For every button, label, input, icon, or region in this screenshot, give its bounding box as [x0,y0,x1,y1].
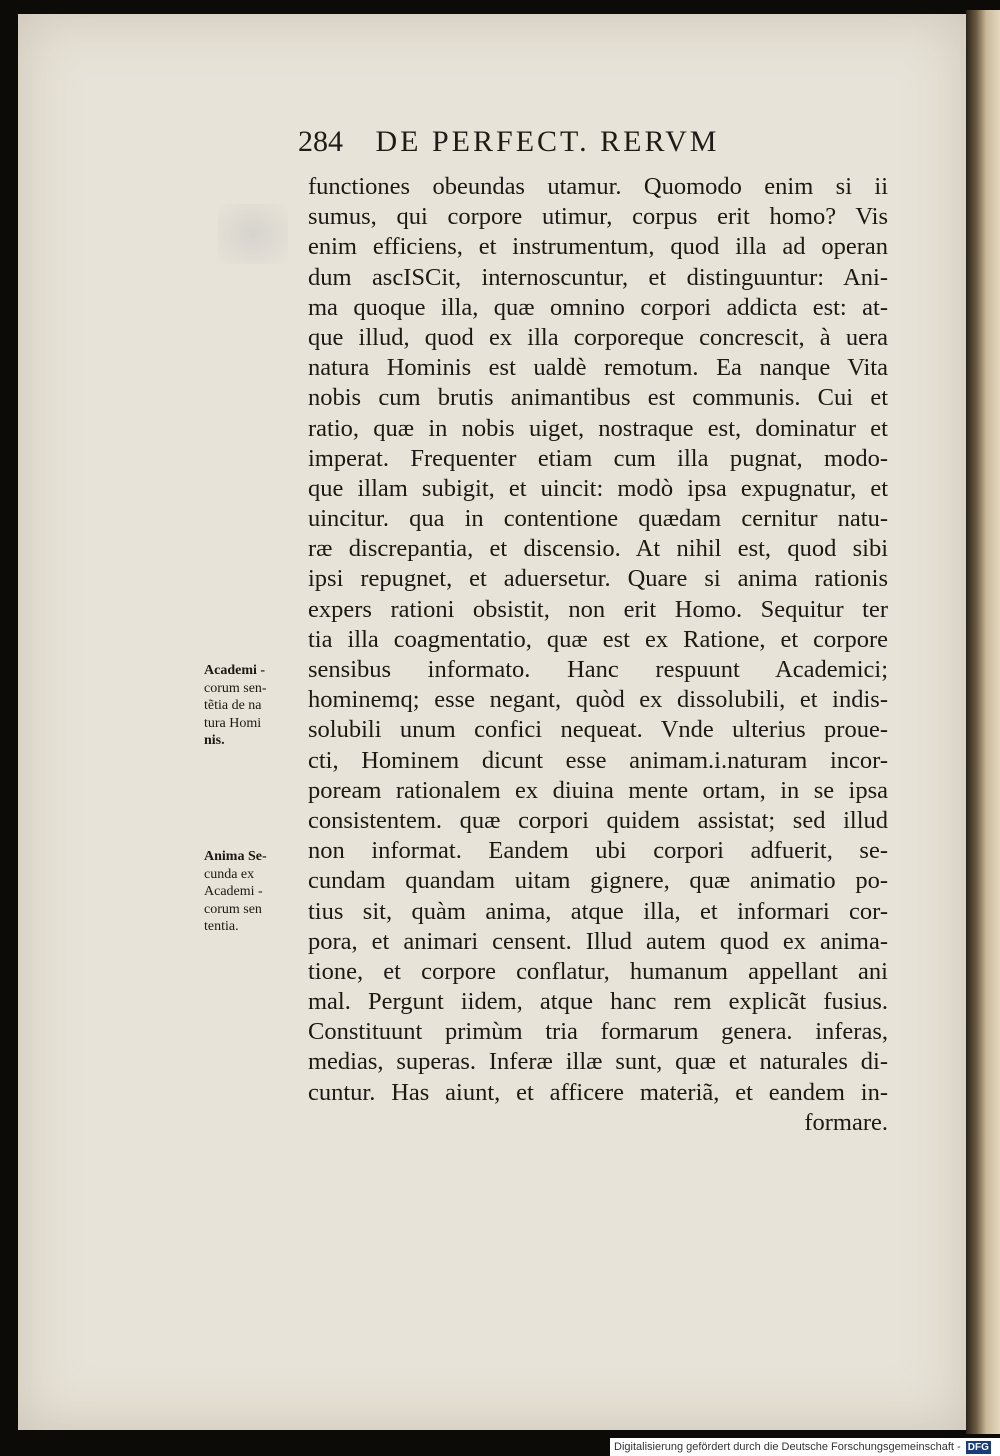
text-line: enim efficiens, et instrumentum, quod illa ad operan [308,233,888,261]
text-line: cti, Hominem dicunt esse animam.i.naturam incor- [308,746,888,774]
text-line: mal. Pergunt iidem, atque hanc rem explicãt fusius. [308,988,888,1016]
margin-note-line: Academi - [204,663,266,678]
text-line: imperat. Frequenter etiam cum illa pugnat, modo- [308,444,888,472]
text-line: tione, et corpore conflatur, humanum appellant ani [308,957,888,985]
text-line: expers rationi obsistit, non erit Homo. Sequitur ter [308,595,888,623]
margin-note-anima-secunda [204,848,304,936]
text-line: poream rationalem ex diuina mente ortam, in se ipsa [308,776,888,804]
text-line: non informat. Eandem ubi corpori adfuerit, se- [308,837,888,865]
text-line: pora, et animari censent. Illud autem quod ex anima- [308,927,888,955]
text-line: ma quoque illa, quæ omnino corpori addicta est: at- [308,293,888,321]
text-line: nobis cum brutis animantibus est communis. Cui et [308,384,888,412]
dfg-logo: DFG [967,1441,989,1453]
running-title: DE PERFECT. RERVM [375,125,720,158]
text-line: consistentem. quæ corpori quidem assistat; sed illud [308,806,888,834]
text-line: Constituunt primùm tria formarum genera. inferas, [308,1018,888,1046]
margin-note-line: cunda ex [204,866,255,882]
show-through-stain [218,204,288,264]
page-edge [966,10,1000,1434]
margin-note-line: tentia. [204,919,239,934]
margin-note-line: corum sen- [204,680,267,696]
text-line: functiones obeundas utamur. Quomodo enim si ii [308,173,888,200]
margin-note-line: tẽtia de na [204,698,262,713]
digitization-credit [610,1438,1000,1456]
credit-text: Digitalisierung gefördert durch die Deutsche Forschungsgemeinschaft - [614,1441,961,1453]
page-number: 284 [298,125,343,158]
text-line: dum ascISCit, internoscuntur, et distinguuntur: Ani- [308,263,888,291]
margin-note-line: Anima Se- [204,849,267,864]
text-line: cuntur. Has aiunt, et afficere materiã, et eandem in- [308,1078,888,1106]
margin-note-line: tura Homi [204,715,262,731]
text-line: uincitur. qua in contentione quædam cernitur natu- [308,505,888,533]
text-line: solubili unum confici nequeat. Vnde ulterius proue- [308,716,888,744]
text-line: medias, superas. Inferæ illæ sunt, quæ et naturales di- [308,1048,888,1076]
text-line: sumus, qui corpore utimur, corpus erit homo? Vis [308,203,888,231]
margin-note-line: corum sen [204,901,262,917]
text-line: ipsi repugnet, et aduersetur. Quare si anima rationis [308,565,888,593]
text-line: ræ discrepantia, et discensio. At nihil est, quod sibi [308,535,888,563]
catchword: formare. [804,1108,888,1136]
text-line: tia illa coagmentatio, quæ est ex Ratione, et corpore [308,625,888,653]
text-line: tius sit, quàm anima, atque illa, et informari cor- [308,897,888,925]
text-line: hominemq; esse negant, quòd ex dissolubili, et indis- [308,686,888,714]
margin-note-line: nis. [204,733,225,748]
text-line: que illam subigit, et uincit: modò ipsa expugnatur, et [308,474,888,502]
running-head [298,125,798,159]
body-text [308,172,888,1138]
margin-note-line: Academi - [204,884,263,899]
text-line: que illud, quod ex illa corporeque concrescit, à uera [308,323,888,351]
text-line: ratio, quæ in nobis uiget, nostraque est, dominatur et [308,414,888,442]
text-line: sensibus informato. Hanc respuunt Academici; [308,656,888,683]
margin-note-academicorum-sententia [204,662,304,750]
text-line: natura Hominis est ualdè remotum. Ea nanque Vita [308,354,888,382]
text-line: cundam quandam uitam gignere, quæ animatio po- [308,867,888,895]
